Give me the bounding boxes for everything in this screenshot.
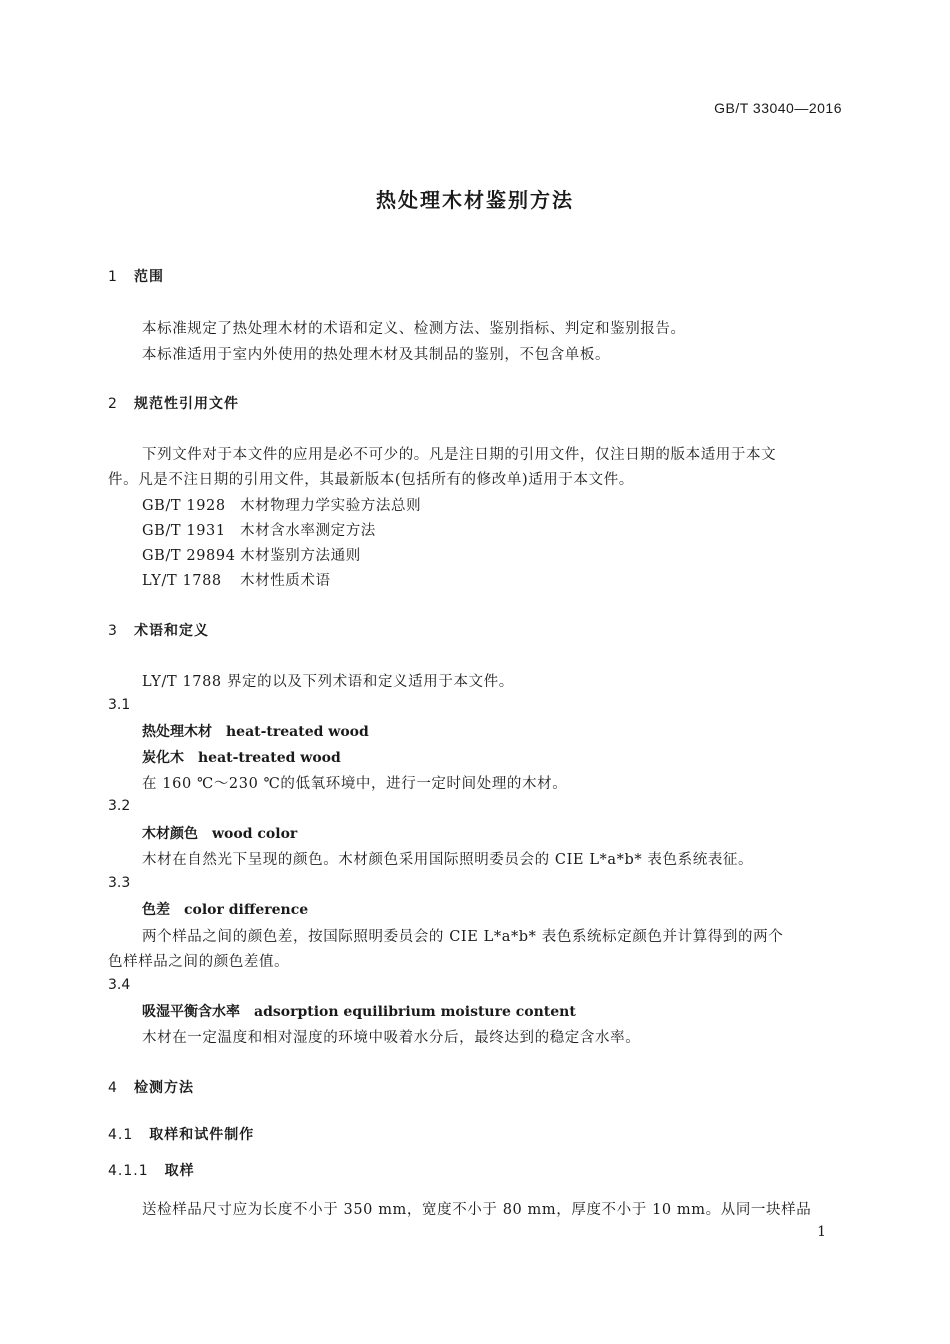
subsection-title: 取样和试件制作	[149, 1127, 255, 1143]
section-4-heading	[108, 1077, 194, 1097]
term-zh: 热处理木材	[142, 724, 212, 740]
page-title: 热处理木材鉴别方法	[376, 188, 574, 212]
section-number: 4	[108, 1080, 118, 1096]
section-number: 3	[108, 623, 118, 639]
term-synonym	[142, 747, 341, 767]
term-en: adsorption equilibrium moisture content	[254, 1004, 576, 1020]
paragraph: 本标准规定了热处理木材的术语和定义、检测方法、鉴别指标、判定和鉴别报告。	[142, 321, 686, 337]
subsection-number: 4.1	[108, 1127, 134, 1143]
term-definition: 木材在自然光下呈现的颜色。木材颜色采用国际照明委员会的 CIE L*a*b* 表色系统表征。	[142, 852, 754, 868]
term-heading	[142, 823, 297, 843]
term-definition: 在 160 ℃～230 ℃的低氧环境中，进行一定时间处理的木材。	[142, 776, 568, 792]
subsection-title: 取样	[164, 1163, 195, 1179]
term-zh: 吸湿平衡含水率	[142, 1004, 240, 1020]
term-definition-continuation: 色样样品之间的颜色差值。	[108, 954, 290, 970]
term-number: 3.3	[108, 875, 131, 891]
reference-item	[142, 569, 331, 590]
term-zh: 炭化木	[142, 750, 184, 766]
term-heading	[142, 721, 369, 741]
reference-name: 木材鉴别方法通则	[240, 548, 361, 564]
term-heading	[142, 1001, 576, 1021]
term-en: color difference	[184, 902, 309, 918]
section-number: 1	[108, 269, 118, 285]
paragraph: LY/T 1788 界定的以及下列术语和定义适用于本文件。	[142, 674, 514, 690]
reference-item	[142, 519, 376, 540]
standard-code-header: GB/T 33040—2016	[714, 100, 842, 116]
reference-code: LY/T 1788	[142, 573, 222, 589]
paragraph: 本标准适用于室内外使用的热处理木材及其制品的鉴别，不包含单板。	[142, 347, 611, 363]
term-definition: 两个样品之间的颜色差，按国际照明委员会的 CIE L*a*b* 表色系统标定颜色并计算得到的两个	[142, 929, 784, 945]
reference-name: 木材物理力学实验方法总则	[240, 498, 422, 514]
reference-name: 木材含水率测定方法	[240, 523, 376, 539]
page-number: 1	[817, 1224, 826, 1240]
subsection-4-1-heading	[108, 1124, 254, 1144]
section-title: 规范性引用文件	[134, 396, 239, 412]
section-title: 检测方法	[134, 1080, 194, 1096]
paragraph-continuation: 件。凡是不注日期的引用文件，其最新版本(包括所有的修改单)适用于本文件。	[108, 472, 634, 488]
reference-item	[142, 544, 361, 565]
term-zh: 木材颜色	[142, 826, 198, 842]
term-number: 3.4	[108, 977, 131, 993]
section-title: 术语和定义	[134, 623, 209, 639]
term-en: heat-treated wood	[198, 750, 341, 766]
term-zh: 色差	[142, 902, 170, 918]
term-number: 3.2	[108, 798, 131, 814]
paragraph: 送检样品尺寸应为长度不小于 350 mm，宽度不小于 80 mm，厚度不小于 10 mm。从同一块样品	[142, 1202, 812, 1218]
reference-code: GB/T 1931	[142, 523, 226, 539]
reference-name: 木材性质术语	[240, 573, 331, 589]
subsection-4-1-1-heading	[108, 1160, 195, 1180]
term-en: wood color	[212, 826, 298, 842]
reference-code: GB/T 29894	[142, 548, 236, 564]
section-title: 范围	[134, 269, 164, 285]
term-heading	[142, 899, 308, 919]
paragraph: 下列文件对于本文件的应用是必不可少的。凡是注日期的引用文件，仅注日期的版本适用于本文	[142, 447, 777, 463]
reference-code: GB/T 1928	[142, 498, 226, 514]
section-number: 2	[108, 396, 118, 412]
section-3-heading	[108, 620, 209, 640]
section-2-heading	[108, 393, 239, 413]
term-en: heat-treated wood	[226, 724, 369, 740]
reference-item	[142, 494, 421, 515]
term-number: 3.1	[108, 697, 131, 713]
subsection-number: 4.1.1	[108, 1163, 149, 1179]
term-definition: 木材在一定温度和相对湿度的环境中吸着水分后，最终达到的稳定含水率。	[142, 1030, 641, 1046]
section-1-heading	[108, 266, 164, 286]
